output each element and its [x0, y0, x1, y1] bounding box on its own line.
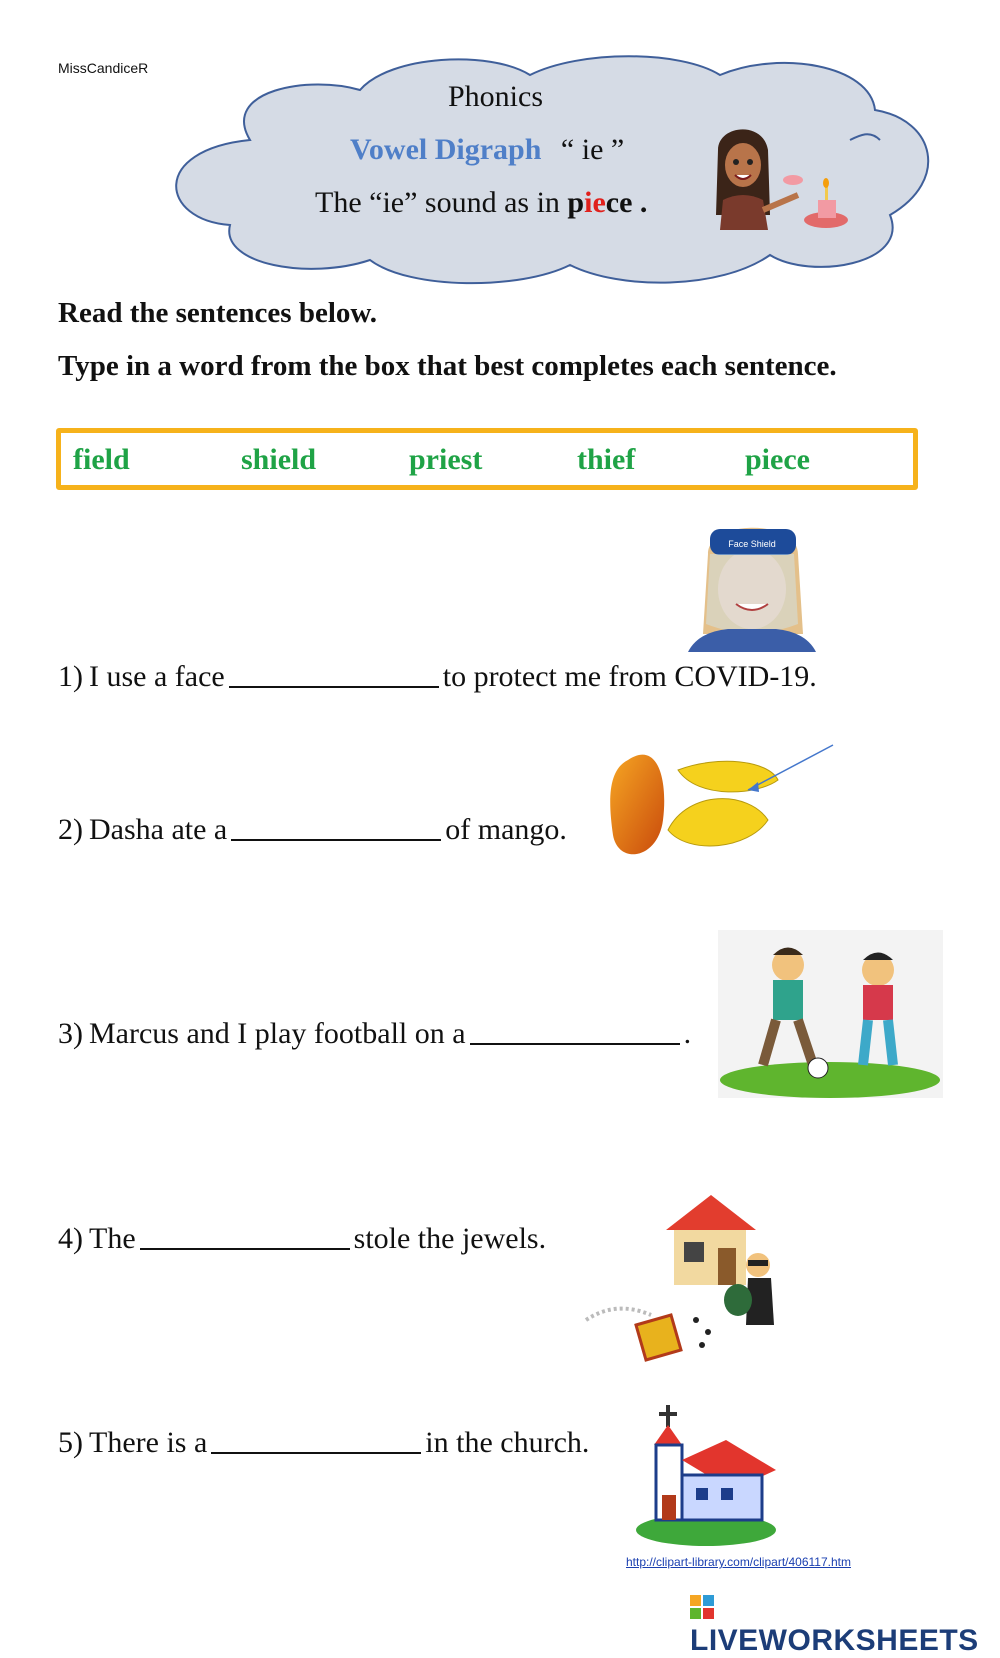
word-bank-box	[56, 428, 918, 490]
liveworksheets-logo: LIVEWORKSHEETS	[690, 1590, 1000, 1658]
answer-blank-4[interactable]	[140, 1218, 350, 1250]
answer-blank-5[interactable]	[211, 1422, 421, 1454]
answer-blank-2[interactable]	[231, 809, 441, 841]
sound-suffix: .	[632, 186, 648, 219]
sound-example	[315, 186, 647, 220]
instruction-read: Read the sentences below.	[58, 297, 377, 329]
instruction-type: Type in a word from the box that best completes each sentence.	[58, 350, 837, 382]
mango-picture	[608, 740, 838, 868]
word-bank-item-piece: piece	[745, 443, 810, 476]
boys-playing-football-picture	[718, 930, 943, 1098]
author-credit: MissCandiceR	[58, 60, 149, 76]
word-bank-item-field: field	[73, 443, 130, 476]
svg-text:Face Shield: Face Shield	[728, 539, 776, 549]
digraph-heading	[350, 133, 624, 167]
sentence-4: 4) The stole the jewels.	[58, 1216, 546, 1256]
word-bank-item-thief: thief	[577, 443, 636, 476]
liveworksheets-icon	[690, 1595, 714, 1619]
thief-house-jewels-picture	[576, 1190, 801, 1375]
sound-prefix: The “ie” sound as in	[315, 186, 568, 219]
girl-with-cake-illustration	[708, 120, 848, 230]
church-picture	[626, 1400, 791, 1550]
face-shield-woman-picture	[688, 514, 816, 652]
word-bank-item-priest: priest	[409, 443, 483, 476]
example-word: piece	[567, 186, 633, 219]
answer-blank-1[interactable]	[229, 656, 439, 688]
worksheet-title: Phonics	[448, 80, 544, 113]
sentence-1: 1) I use a face to protect me from COVID-19.	[58, 654, 817, 694]
word-bank-item-shield: shield	[241, 443, 317, 476]
clipart-credit-link[interactable]: http://clipart-library.com/clipart/406117.htm	[626, 1555, 851, 1569]
sentence-5: 5) There is a in the church.	[58, 1420, 589, 1460]
digraph-label: Vowel Digraph	[350, 133, 542, 166]
sentence-2: 2) Dasha ate a of mango.	[58, 807, 567, 847]
sentence-3: 3) Marcus and I play football on a .	[58, 1011, 691, 1051]
digraph-value: “ ie ”	[560, 133, 625, 166]
answer-blank-3[interactable]	[470, 1013, 680, 1045]
